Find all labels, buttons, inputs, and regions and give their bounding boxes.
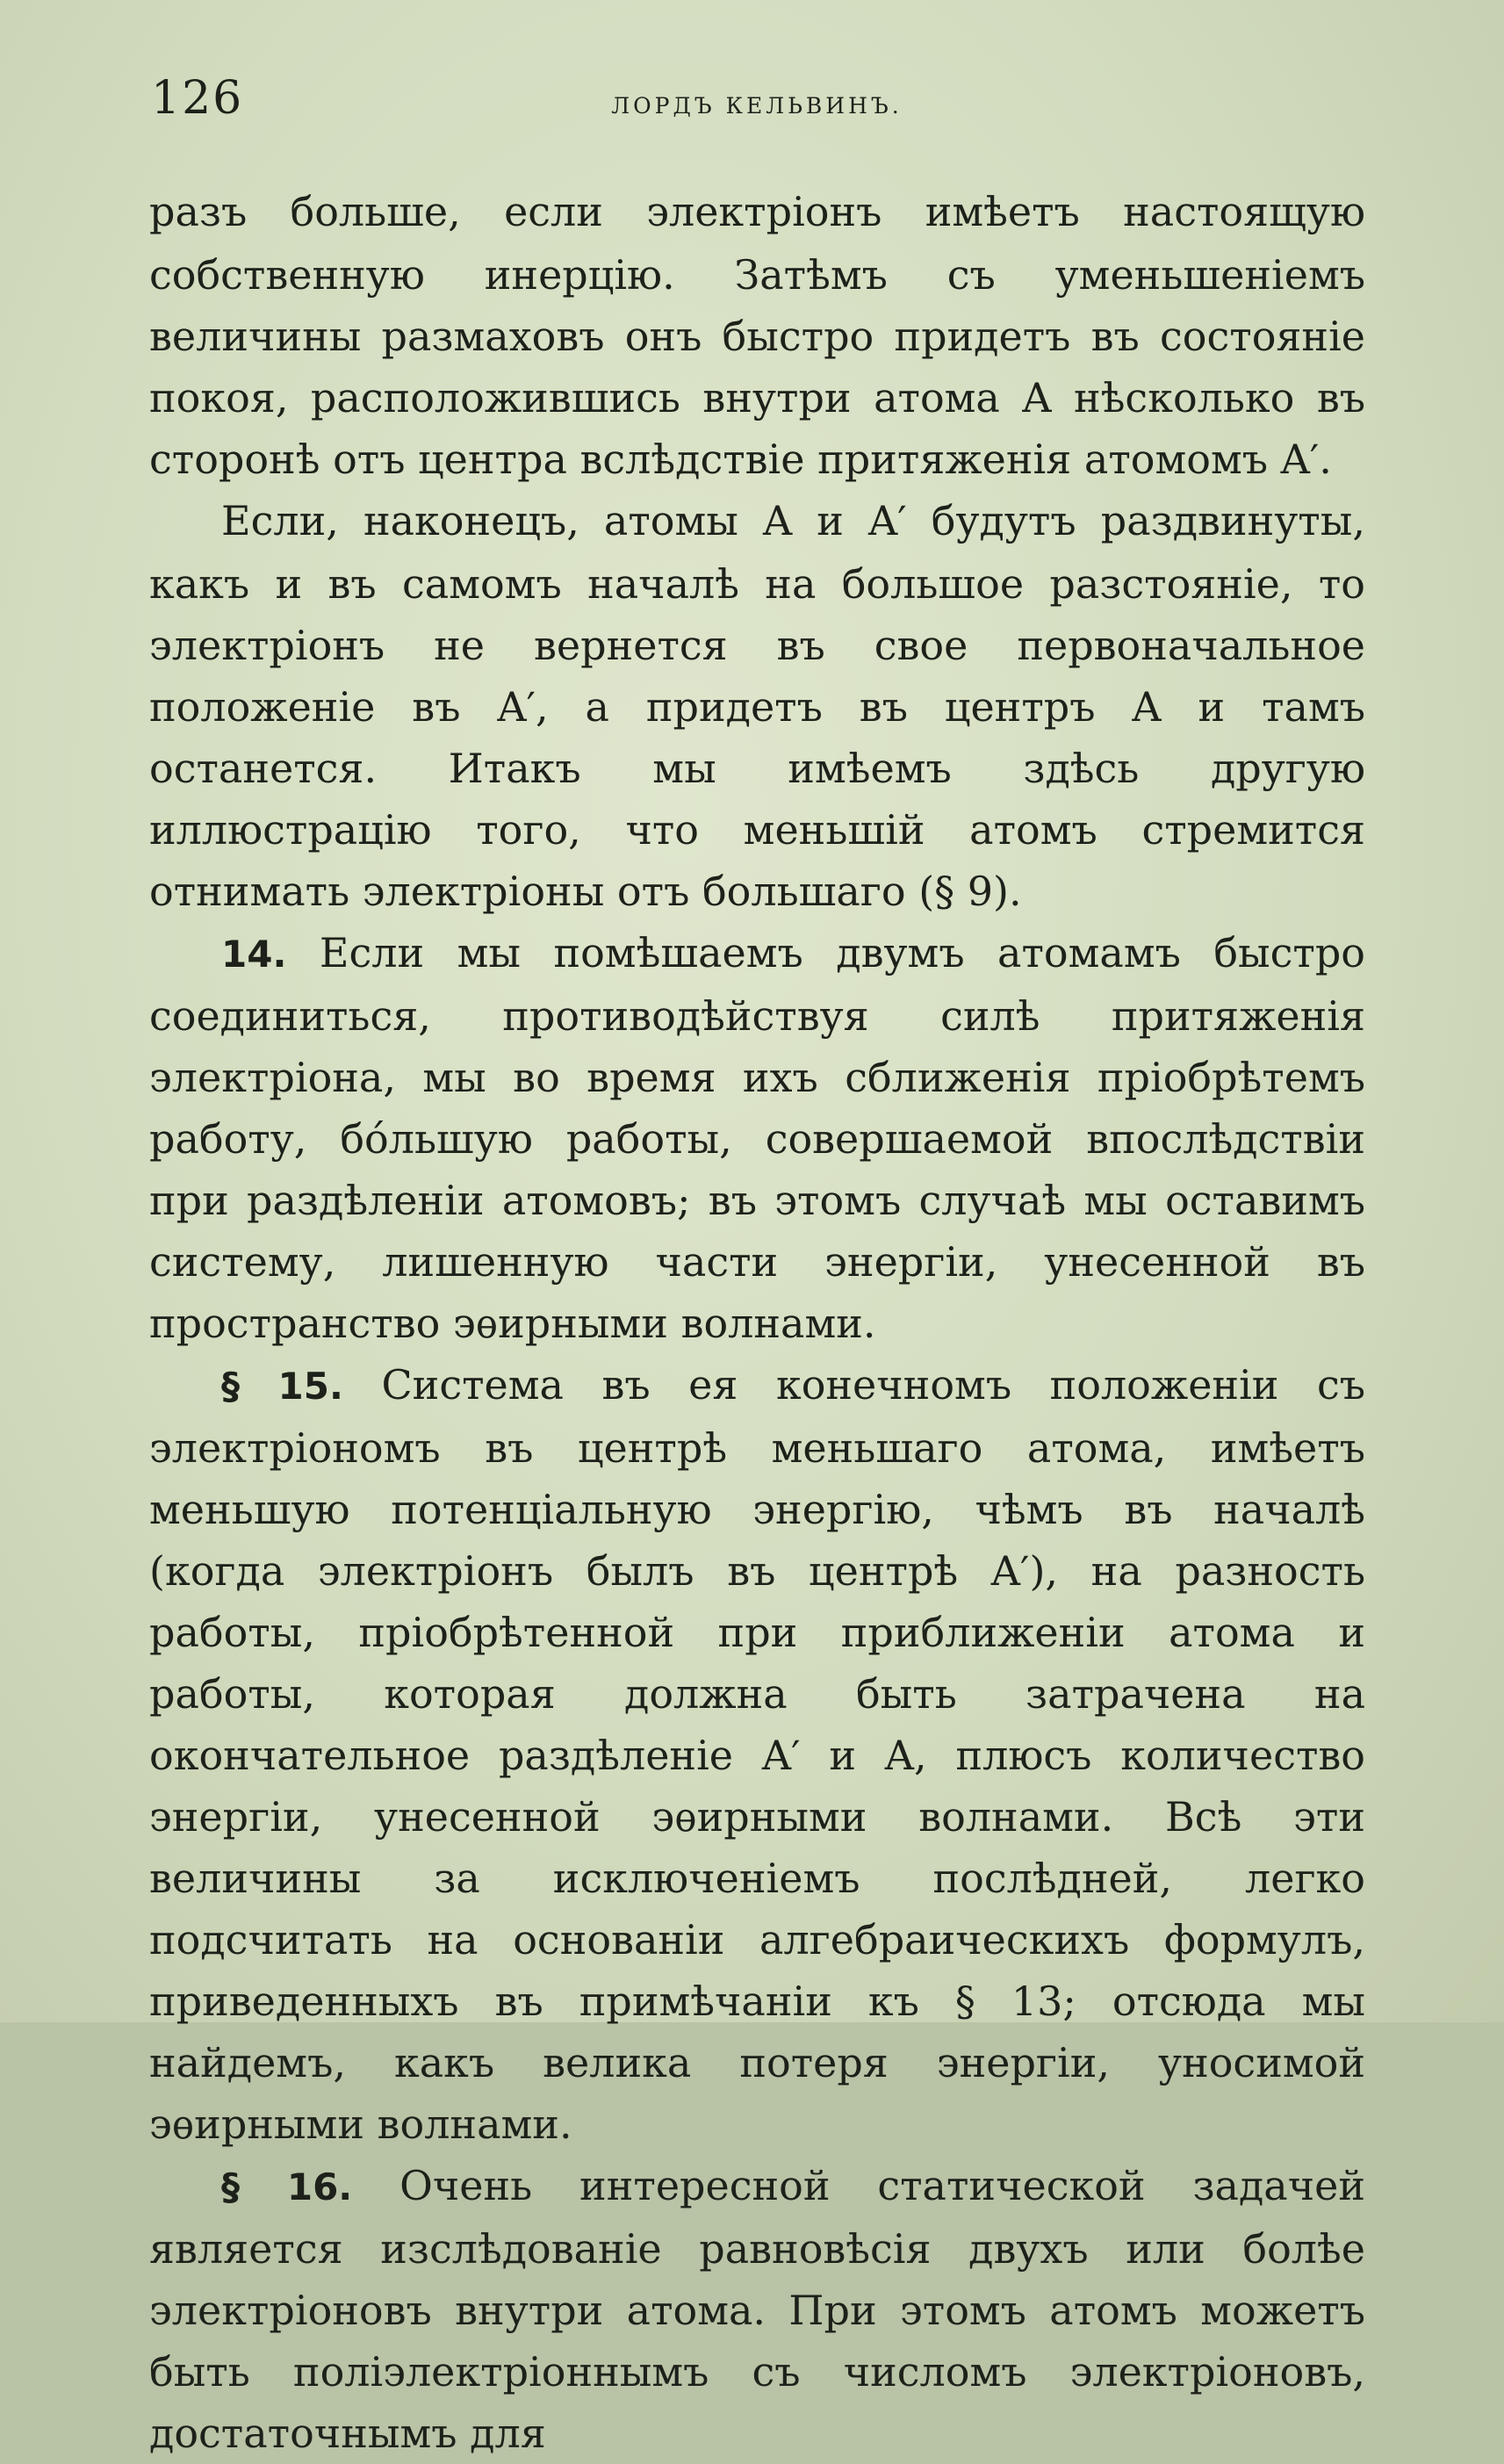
- page-number: 126: [151, 72, 244, 125]
- page-header: [151, 72, 1363, 133]
- paragraph: [149, 922, 1365, 1354]
- paragraph-text: Если мы помѣшаемъ двумъ атомамъ быстро соединиться, противодѣйствуя силѣ притяженія электріона, мы во время ихъ сближенія пріобрѣтемъ работу, бóльшую работы, совершаемой впослѣдствіи при раздѣленіи атомовъ; въ этомъ случаѣ мы оставимъ систему, лишенную части энергіи, унесенной въ пространство эѳирными волнами.: [149, 929, 1366, 1347]
- paragraph: [149, 1354, 1365, 2155]
- paragraph: [149, 2155, 1365, 2464]
- paragraph-text: разъ больше, если электріонъ имѣетъ настоящую собственную инерцію. Затѣмъ съ уменьшеніемъ величины размаховъ онъ быстро придетъ въ состояніе покоя, расположившись внутри атома A нѣсколько въ сторонѣ отъ центра вслѣдствіе притяженія атомомъ A′.: [149, 188, 1365, 483]
- section-number: § 15.: [221, 1365, 343, 1408]
- running-head: ЛОРДЪ КЕЛЬВИНЪ.: [611, 93, 903, 119]
- paragraph-text: Система въ ея конечномъ положеніи съ электріономъ въ центрѣ меньшаго атома, имѣетъ меньшую потенціальную энергію, чѣмъ въ началѣ (когда электріонъ былъ въ центрѣ A′), на разность работы, пріобрѣтенной при приближеніи атома и работы, которая должна быть затрачена на окончательное раздѣленіе A′ и A, плюсъ количество энергіи, унесенной эѳирными волнами. Всѣ эти величины за исключеніемъ послѣдней, легко подсчитать на основаніи алгебраическихъ формулъ, приведенныхъ въ примѣчаніи къ § 13; отсюда мы найдемъ, какъ велика потеря энергіи, уносимой эѳирными волнами.: [149, 1361, 1365, 2148]
- paragraph: [149, 490, 1365, 922]
- page-body: [149, 181, 1365, 2464]
- paragraph-text: Если, наконецъ, атомы A и A′ будутъ раздвинуты, какъ и въ самомъ началѣ на большое разстояніе, то электріонъ не вернется въ свое первоначальное положеніе въ A′, а придетъ въ центръ A и тамъ останется. Итакъ мы имѣемъ здѣсь другую иллюстрацію того, что меньшій атомъ стремится отнимать электріоны отъ большаго (§ 9).: [149, 497, 1365, 915]
- paragraph: [149, 181, 1365, 490]
- paragraph-text: Очень интересной статической задачей является изслѣдованіе равновѣсія двухъ или болѣе электріоновъ внутри атома. При этомъ атомъ можетъ быть поліэлектріоннымъ съ числомъ электріоновъ, достаточнымъ для: [149, 2162, 1366, 2457]
- section-number: § 16.: [221, 2165, 353, 2208]
- section-number: 14.: [221, 933, 287, 976]
